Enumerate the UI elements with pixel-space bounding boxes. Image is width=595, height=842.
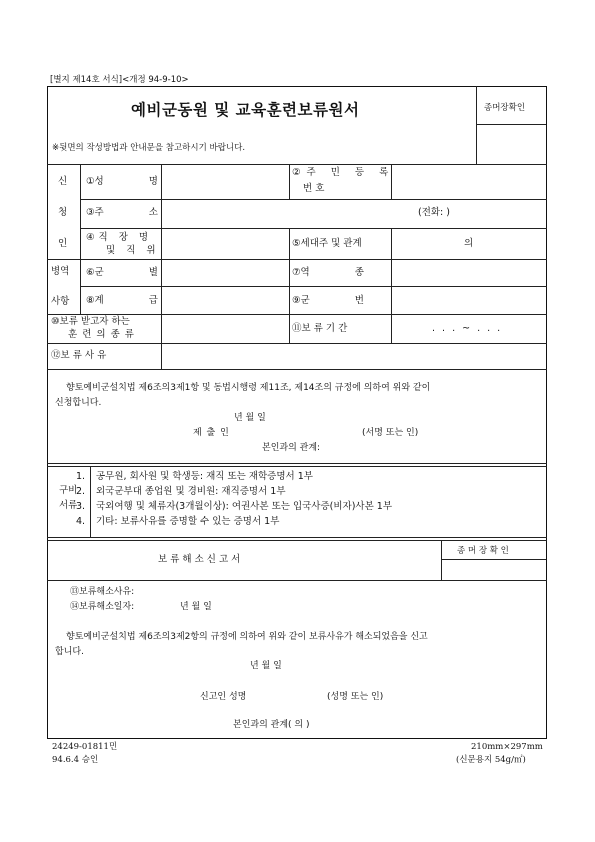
service-type-label: ⑦역 종: [292, 267, 364, 278]
application-date: 년 월 일: [234, 413, 266, 423]
approval-date: 94.6.4 승인: [52, 755, 99, 765]
branch-label: ⑥군 별: [86, 267, 158, 278]
release-reason-label: ⑬보류해소사유:: [70, 587, 135, 597]
rrn-label-sub: 번 호: [303, 183, 325, 194]
branch-field[interactable]: [162, 260, 288, 285]
release-stamp-label: 종 머 장 확 인: [457, 546, 509, 556]
signature-field[interactable]: (서명 또는 인): [362, 428, 419, 438]
period-label: ⑪보 류 기 간: [292, 323, 348, 334]
documents-label-sub: 서류: [59, 500, 78, 511]
release-statement: 향토예비군설치법 제6조의3제2항의 규정에 의하여 위와 같이 보류사유가 해소되었음을 신고: [66, 632, 428, 642]
service-number-label: ⑨군 번: [292, 295, 364, 306]
period-field[interactable]: . . . ~ . . .: [432, 323, 503, 334]
job-label-sub: 및 직 위: [106, 245, 160, 256]
job-label: ④직 장 명: [86, 232, 153, 243]
form-title: 예비군동원 및 교육훈련보류원서: [131, 101, 360, 119]
training-type-field[interactable]: [162, 315, 288, 342]
release-report-date: 년 월 일: [250, 661, 282, 671]
statement-text: 향토예비군설치법 제6조의3제1항 및 동법시행령 제11조, 제14조의 규정에 의하여 위와 같이: [66, 383, 431, 393]
release-date-label: ⑭보류해소일자:: [70, 602, 135, 612]
form-code: 24249-01811민: [52, 742, 118, 752]
applicant-group-char: 청: [58, 207, 68, 218]
statement-text-end: 신청합니다.: [55, 398, 102, 408]
submitter-relation: 본인과의 관계:: [262, 443, 321, 453]
relation-field[interactable]: 의: [464, 238, 474, 249]
stamp-label: 종머장확인: [484, 103, 526, 113]
name-label: ①성 명: [86, 176, 158, 187]
rrn-label: ②주 민 등 록: [292, 167, 395, 178]
reason-label: ⑫보 류 사 유: [51, 350, 107, 361]
rank-label: ⑧계 급: [86, 295, 158, 306]
phone-field[interactable]: (전화: ): [418, 207, 450, 218]
relation-label: ⑤세대주 및 관계: [292, 238, 362, 249]
military-group-label: 병역: [51, 266, 70, 277]
rrn-field[interactable]: [392, 165, 545, 198]
reporter-label: 신고인 성명: [200, 692, 247, 702]
form-number: [별지 제14호 서식]<개정 94-9-10>: [50, 75, 189, 85]
reason-field[interactable]: [162, 344, 545, 368]
release-date-field[interactable]: 년 월 일: [180, 602, 212, 612]
applicant-group-char: 인: [58, 238, 68, 249]
name-field[interactable]: [162, 165, 288, 198]
applicant-group-char: 신: [58, 176, 68, 187]
service-number-field[interactable]: [392, 287, 545, 313]
job-field[interactable]: [162, 229, 288, 258]
service-type-field[interactable]: [392, 260, 545, 285]
release-title: 보 류 해 소 신 고 서: [158, 554, 241, 565]
documents-label: 구비: [59, 485, 78, 496]
rank-field[interactable]: [162, 287, 288, 313]
instruction-note: ※뒷면의 작성방법과 안내문을 참고하시기 바랍니다.: [52, 143, 246, 153]
training-type-label-sub: 훈 련 의 종 류: [68, 329, 135, 340]
paper-type: (신문용지 54g/㎡): [456, 755, 526, 765]
reporter-signature-field[interactable]: (성명 또는 인): [327, 692, 384, 702]
address-label: ③주 소: [86, 207, 158, 218]
reporter-relation: 본인과의 관계( 의 ): [233, 720, 310, 730]
submitter-label: 제 출 인: [193, 428, 230, 438]
military-group-label-sub: 사항: [51, 296, 70, 307]
paper-size: 210mm×297mm: [471, 742, 543, 752]
address-field[interactable]: [162, 200, 417, 227]
training-type-label: ⑩보류 받고자 하는: [51, 316, 130, 327]
release-statement-end: 합니다.: [55, 647, 84, 657]
